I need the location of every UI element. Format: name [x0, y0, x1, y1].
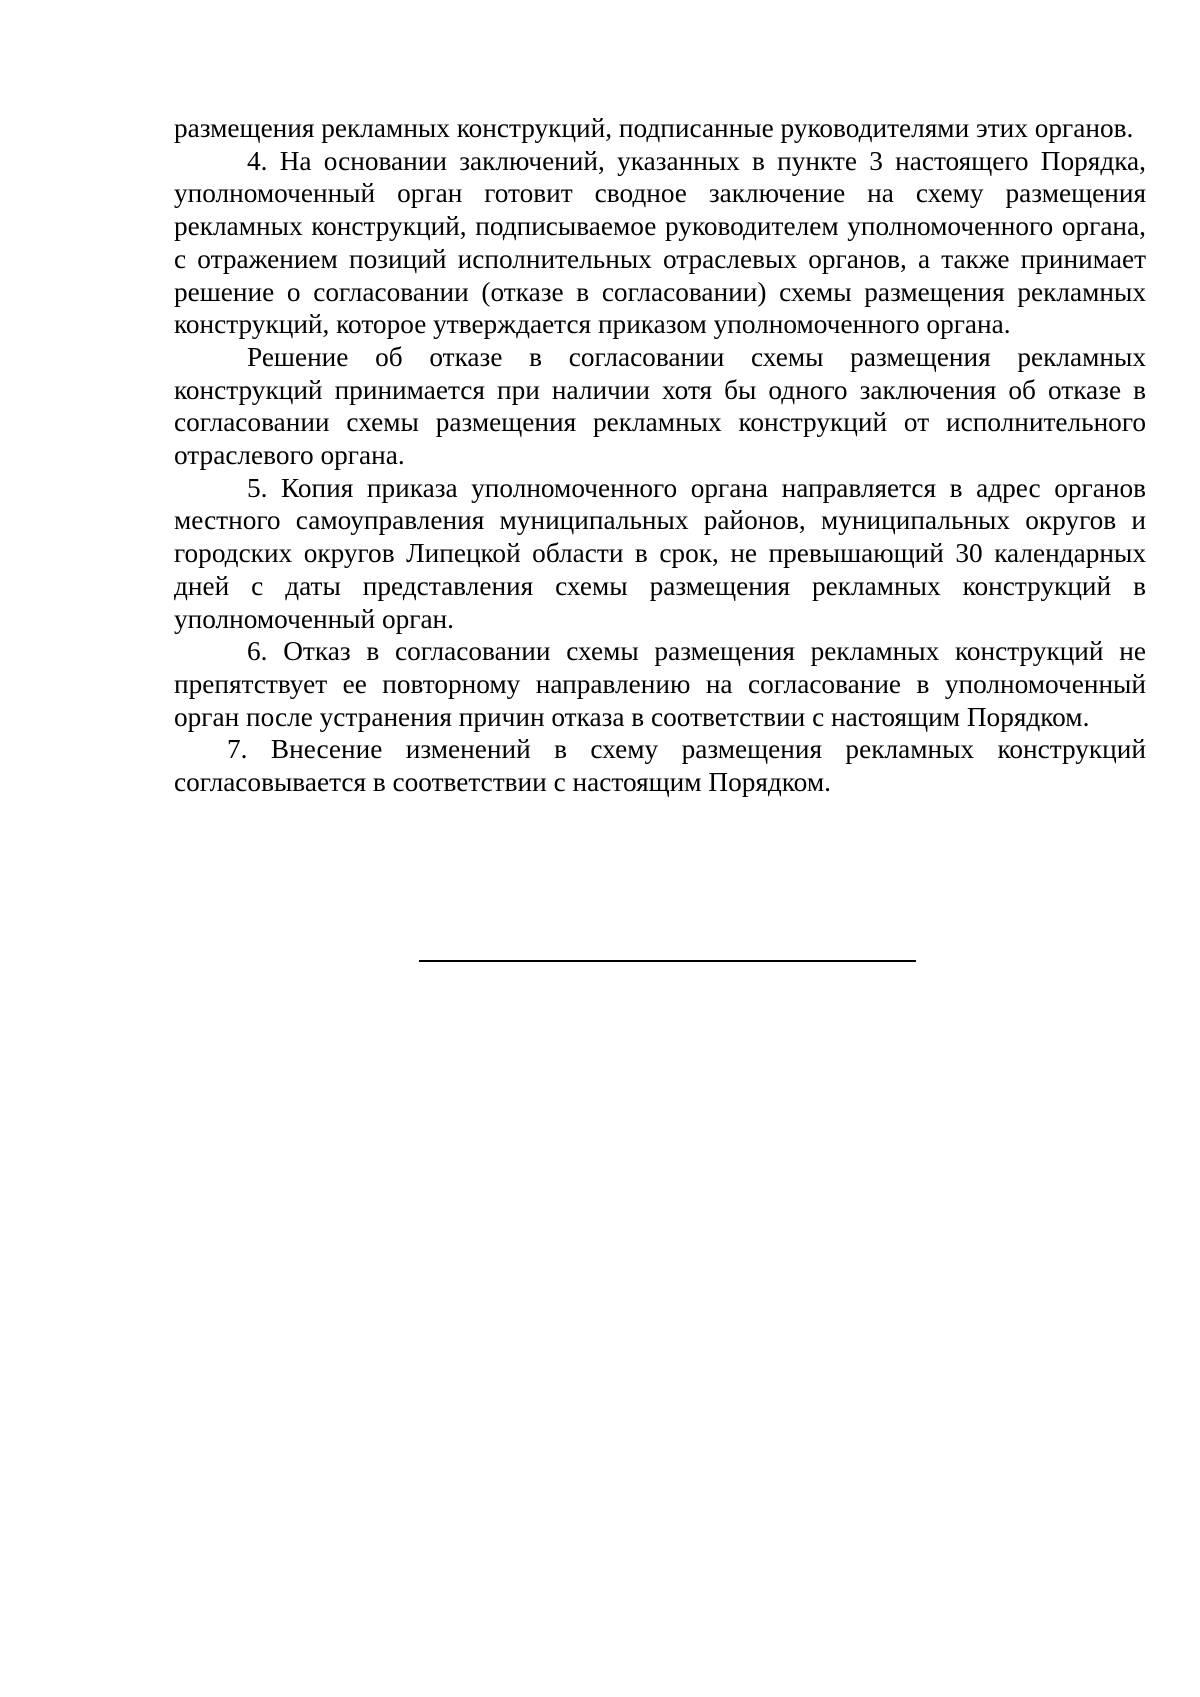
paragraph-item-6: 6. Отказ в согласовании схемы размещения рекламных конструкций не препятствует ее повторному направлению на согласование в уполномоченный орган после устранения причин отказа в соответствии с настоящим Порядком.: [174, 636, 1146, 732]
paragraph-item-5: 5. Копия приказа уполномоченного органа направляется в адрес органов местного самоуправления муниципальных районов, муниципальных округов и городских округов Липецкой области в срок, не превышающий 30 календарных дней с даты представления схемы размещения рекламных конструкций в уполномоченный орган.: [174, 472, 1146, 634]
paragraph-continuation: размещения рекламных конструкций, подписанные руководителями этих органов.: [174, 113, 1134, 143]
closing-rule: [419, 960, 916, 962]
paragraph-refusal-decision: Решение об отказе в согласовании схемы размещения рекламных конструкций принимается при наличии хотя бы одного заключения об отказе в согласовании схемы размещения рекламных конструкций от исполнительного отраслевого органа.: [174, 341, 1146, 471]
paragraph-item-7: 7. Внесение изменений в схему размещения рекламных конструкций согласовывается в соответствии с настоящим Порядком.: [174, 734, 1146, 798]
document-body: [174, 112, 1146, 799]
paragraph-item-4: 4. На основании заключений, указанных в пункте 3 настоящего Порядка, уполномоченный орган готовит сводное заключение на схему размещения рекламных конструкций, подписываемое руководителем уполномоченного органа, с отражением позиций исполнительных отраслевых органов, а также принимает решение о согласовании (отказе в согласовании) схемы размещения рекламных конструкций, которое утверждается приказом уполномоченного органа.: [174, 145, 1146, 340]
